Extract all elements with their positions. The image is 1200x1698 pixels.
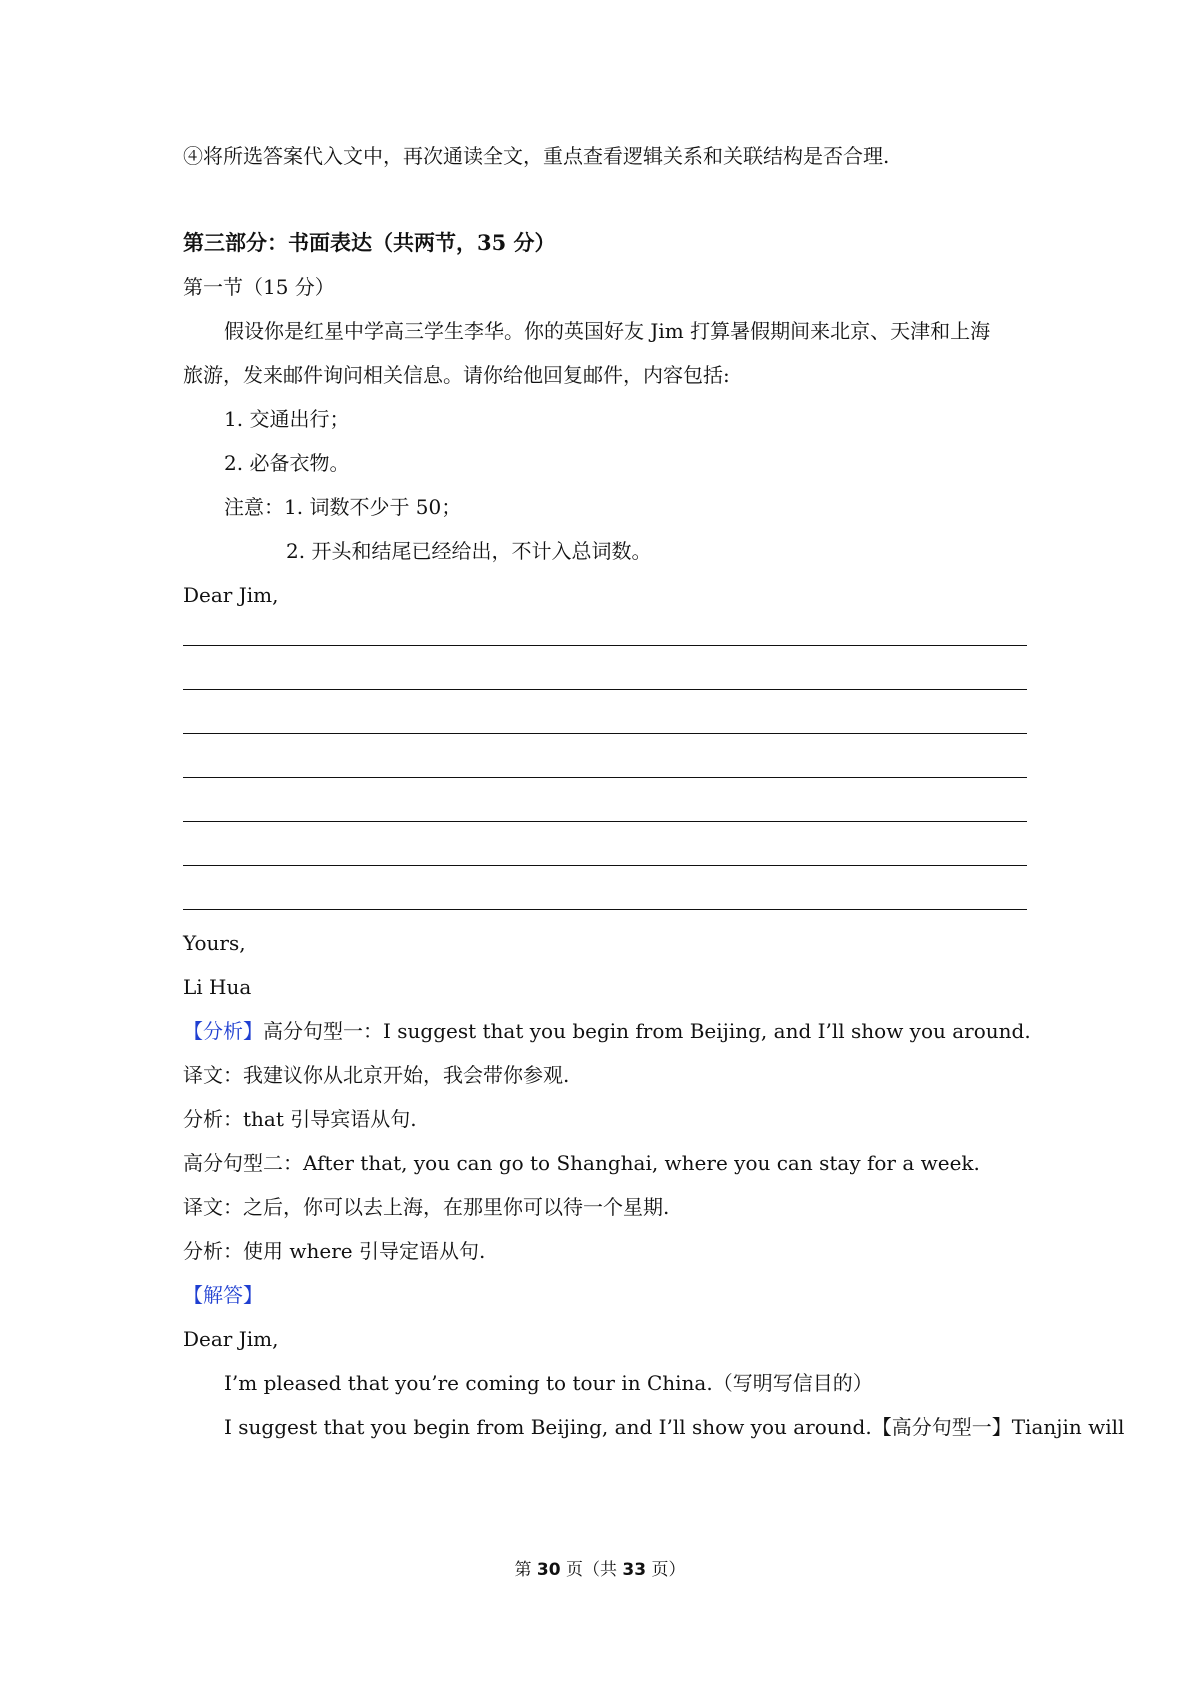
writing-line-7 <box>183 909 1027 910</box>
writing-line-2 <box>183 689 1027 690</box>
analysis-translation-1: 译文：我建议你从北京开始，我会带你参观. <box>183 1063 570 1087</box>
analysis-sentence-2: 高分句型二：After that, you can go to Shanghai, where you can stay for a week. <box>183 1151 980 1175</box>
letter-salutation: Dear Jim, <box>183 583 279 607</box>
answer-tag: 【解答】 <box>183 1283 263 1307</box>
footer-middle: 页（共 <box>560 1560 623 1580</box>
analysis-sentence-1 <box>183 1017 1031 1045</box>
total-page-count: 33 <box>622 1560 647 1580</box>
note-1: 注意：1. 词数不少于 50； <box>224 495 462 519</box>
content-item-1: 1. 交通出行； <box>224 407 350 431</box>
page-footer <box>0 1558 1200 1582</box>
footer-prefix: 第 <box>514 1560 537 1580</box>
current-page-number: 30 <box>536 1560 561 1580</box>
writing-line-3 <box>183 733 1027 734</box>
writing-line-1 <box>183 645 1027 646</box>
analysis-translation-2: 译文：之后，你可以去上海，在那里你可以待一个星期. <box>183 1195 670 1219</box>
content-item-2: 2. 必备衣物。 <box>224 451 350 475</box>
footer-suffix: 页） <box>646 1560 686 1580</box>
analysis-sentence-1-text: 高分句型一：I suggest that you begin from Beijing, and I’ll show you around. <box>263 1019 1031 1043</box>
answer-paragraph-1: I’m pleased that you’re coming to tour in China.（写明写信目的） <box>224 1371 873 1395</box>
letter-closing: Yours, <box>183 931 246 955</box>
prompt-line-1: 假设你是红星中学高三学生李华。你的英国好友 Jim 打算暑假期间来北京、天津和上海 <box>224 319 991 343</box>
writing-line-5 <box>183 821 1027 822</box>
section-1-heading: 第一节（15 分） <box>183 275 335 299</box>
analysis-note-1: 分析：that 引导宾语从句. <box>183 1107 417 1131</box>
part-3-heading: 第三部分：书面表达（共两节，35 分） <box>183 230 556 255</box>
note-2: 2. 开头和结尾已经给出，不计入总词数。 <box>286 539 652 563</box>
answer-salutation: Dear Jim, <box>183 1327 279 1351</box>
writing-line-6 <box>183 865 1027 866</box>
writing-line-4 <box>183 777 1027 778</box>
analysis-tag: 【分析】 <box>183 1019 263 1043</box>
prompt-line-2: 旅游，发来邮件询问相关信息。请你给他回复邮件，内容包括: <box>183 363 730 387</box>
step-4-text: ④将所选答案代入文中，再次通读全文，重点查看逻辑关系和关联结构是否合理. <box>183 144 890 168</box>
letter-signature: Li Hua <box>183 975 252 999</box>
answer-paragraph-2: I suggest that you begin from Beijing, and I’ll show you around.【高分句型一】Tianjin will <box>224 1415 1125 1439</box>
analysis-note-2: 分析：使用 where 引导定语从句. <box>183 1239 486 1263</box>
